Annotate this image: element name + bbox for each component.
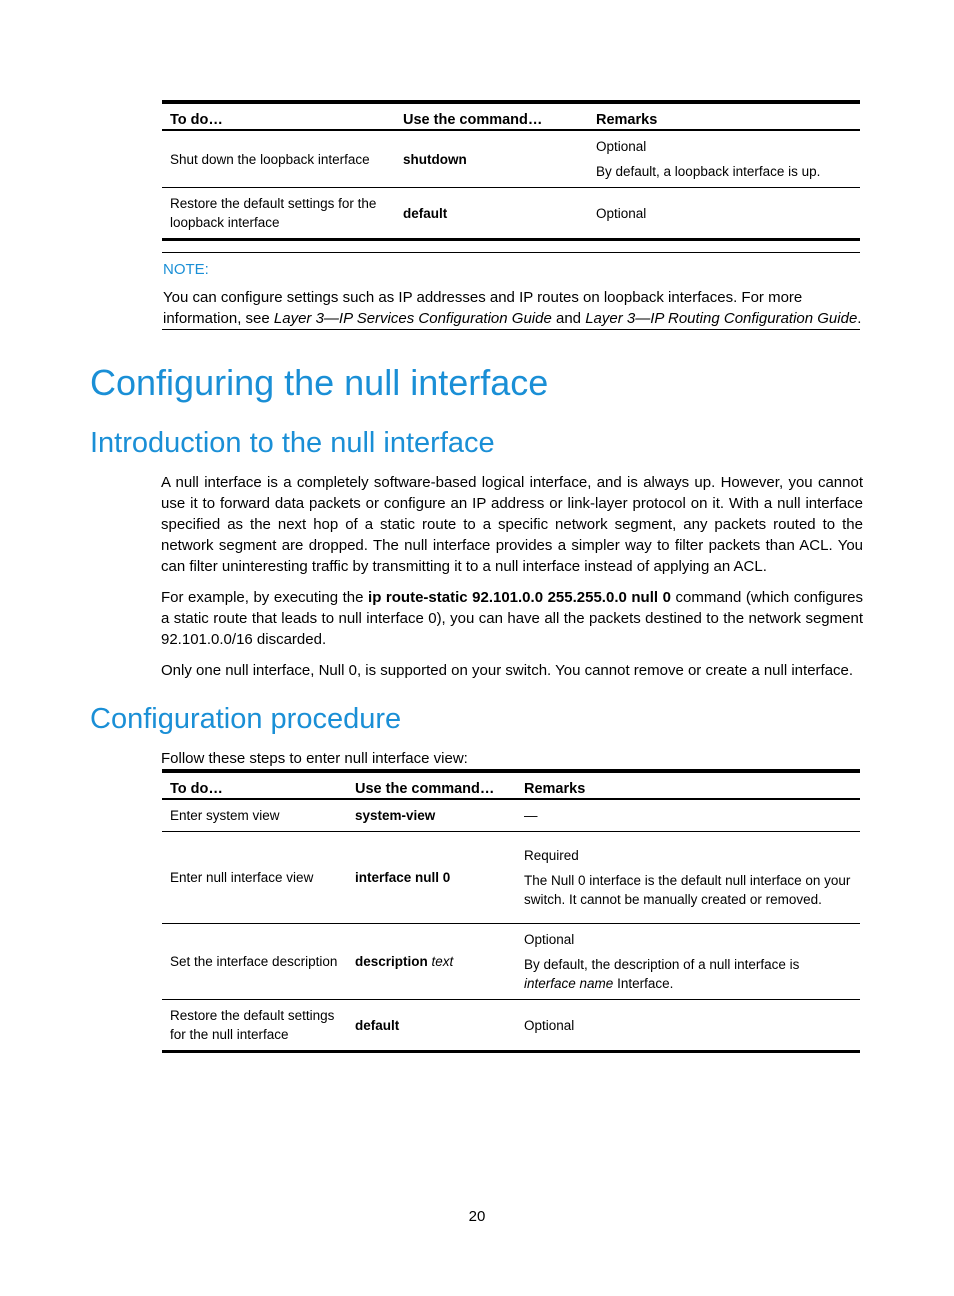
table-row (162, 1000, 860, 1052)
remarks-line (524, 955, 852, 993)
table-row (162, 832, 860, 924)
note-label: NOTE: (163, 261, 209, 278)
example-command: ip route-static 92.101.0.0 255.255.0.0 null 0 (368, 589, 671, 606)
remarks-line: Required (524, 848, 579, 863)
command-keyword: description (355, 954, 428, 969)
remarks-line: Optional (524, 932, 575, 947)
header-command: Use the command… (347, 771, 516, 799)
todo-cell: Restore the default settings for the loopback interface (162, 188, 395, 240)
example-text: command (which configures a static route that leads to null interface 0), you can have all the packets destined to the network segment 92.101.0.0/16 discarded. (161, 589, 863, 648)
page-number: 20 (468, 1208, 486, 1225)
remarks-text: Interface. (613, 976, 674, 991)
procedure-intro: Follow these steps to enter null interface view: (161, 750, 468, 767)
section-title-procedure: Configuration procedure (90, 703, 402, 735)
todo-cell: Shut down the loopback interface (162, 130, 395, 188)
section-title-introduction: Introduction to the null interface (90, 427, 495, 459)
todo-cell: Enter null interface view (162, 832, 347, 924)
intro-paragraph: A null interface is a completely software-based logical interface, and is always up. However, you cannot use it to forward data packets or configure an IP address or link-layer protocol on it. With a null interface specified as the next hop of a static route to a specific network segment, any packets routed to the network segment are dropped. The null interface provides a simpler way to filter packets than ACL. You can filter uninteresting traffic by transmitting it to a null interface instead of applying an ACL. (161, 474, 863, 575)
chapter-title: Configuring the null interface (90, 362, 549, 403)
remarks-line: Optional (596, 139, 647, 154)
command-cell: default (395, 188, 588, 240)
note-text (163, 287, 863, 329)
header-remarks: Remarks (516, 771, 860, 799)
remarks-cell (588, 130, 860, 188)
note-conjunction: and (551, 310, 586, 327)
command-cell: system-view (347, 799, 516, 832)
table-row (162, 130, 860, 188)
note-period: . (857, 310, 862, 327)
remarks-text: By default, the description of a null interface is (524, 957, 800, 972)
header-remarks: Remarks (588, 102, 860, 130)
remarks-cell: Optional (516, 1000, 860, 1052)
note-guide-link: Layer 3—IP Routing Configuration Guide (585, 310, 858, 327)
remarks-italic: interface name (524, 976, 614, 991)
note-top-rule (162, 252, 860, 253)
null-interface-command-table (162, 769, 860, 1053)
note-text-prefix: You can configure settings such as IP addresses and IP routes on loopback interfaces. For more information, see (163, 289, 803, 327)
only-one-paragraph: Only one null interface, Null 0, is supported on your switch. You cannot remove or create a null interface. (161, 662, 854, 679)
header-todo: To do… (162, 102, 395, 130)
command-cell: default (347, 1000, 516, 1052)
example-text: For example, by executing the (161, 589, 369, 606)
command-argument: text (431, 954, 454, 969)
example-paragraph (161, 587, 863, 650)
remarks-line: The Null 0 interface is the default null interface on your switch. It cannot be manually created or removed. (524, 873, 851, 907)
remarks-cell: — (516, 799, 860, 832)
remarks-cell (516, 924, 860, 1000)
remarks-cell (516, 832, 860, 924)
table-row (162, 799, 860, 832)
note-bottom-rule (162, 329, 860, 330)
command-cell: shutdown (395, 130, 588, 188)
remarks-cell: Optional (588, 188, 860, 240)
remarks-line: By default, a loopback interface is up. (596, 164, 821, 179)
command-cell: interface null 0 (347, 832, 516, 924)
todo-cell: Enter system view (162, 799, 347, 832)
header-command: Use the command… (395, 102, 588, 130)
todo-cell: Set the interface description (162, 924, 347, 1000)
table-row (162, 924, 860, 1000)
loopback-command-table (162, 100, 860, 241)
todo-cell: Restore the default settings for the null interface (162, 1000, 347, 1052)
command-cell (347, 924, 516, 1000)
table-row (162, 188, 860, 240)
header-todo: To do… (162, 771, 347, 799)
note-guide-link: Layer 3—IP Services Configuration Guide (273, 310, 552, 327)
